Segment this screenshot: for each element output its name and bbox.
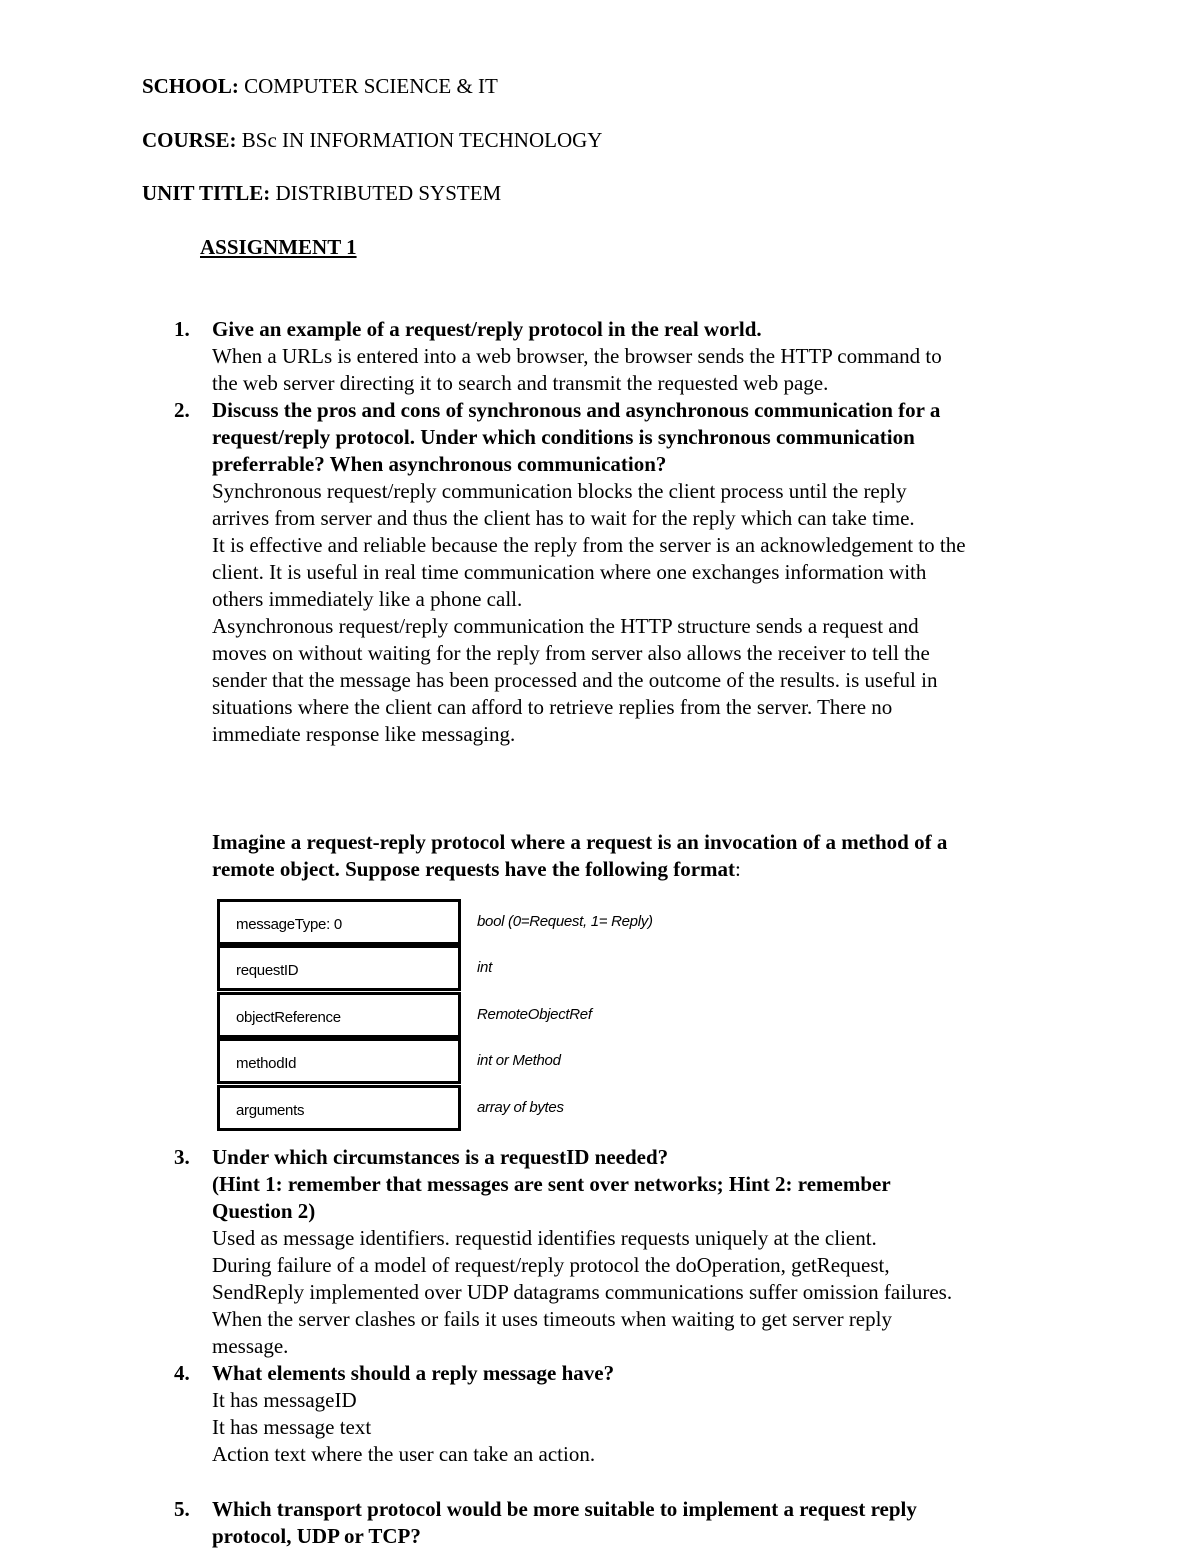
field-type: array of bytes xyxy=(477,1099,564,1116)
field-box: objectReference xyxy=(217,992,461,1038)
unit-value: DISTRIBUTED SYSTEM xyxy=(275,181,502,205)
school-value: COMPUTER SCIENCE & IT xyxy=(244,74,498,98)
field-type: int or Method xyxy=(477,1052,561,1069)
question-number: 3. xyxy=(174,1145,190,1169)
answer-line: Synchronous request/reply communication blocks the client process until the reply xyxy=(212,479,907,503)
answer-line: situations where the client can afford to retrieve replies from the server. There no xyxy=(212,695,893,719)
question-5 xyxy=(174,1496,1074,1550)
field-type: int xyxy=(477,959,492,976)
request-format-intro xyxy=(212,829,947,883)
field-box: requestID xyxy=(217,945,461,991)
answer-line: client. It is useful in real time communication where one exchanges information with xyxy=(212,560,927,584)
answer-line: It is effective and reliable because the reply from the server is an acknowledgement to the xyxy=(212,533,966,557)
question-3 xyxy=(174,1144,1074,1360)
school-line xyxy=(142,73,498,100)
answer-line: immediate response like messaging. xyxy=(212,722,516,746)
answer-line: It has message text xyxy=(212,1415,372,1439)
field-type: bool (0=Request, 1= Reply) xyxy=(477,913,653,930)
answer-line: moves on without waiting for the reply from server also allows the receiver to tell the xyxy=(212,641,930,665)
answer-line: It has messageID xyxy=(212,1388,357,1412)
course-label: COURSE: xyxy=(142,128,237,152)
question-2 xyxy=(174,397,1074,748)
question-text: request/reply protocol. Under which conditions is synchronous communication xyxy=(212,425,915,449)
answer-line: SendReply implemented over UDP datagrams communications suffer omission failures. xyxy=(212,1280,953,1304)
answer-line: sender that the message has been processed and the outcome of the results. is useful in xyxy=(212,668,938,692)
answer-line: Asynchronous request/reply communication the HTTP structure sends a request and xyxy=(212,614,919,638)
field-box: arguments xyxy=(217,1085,461,1131)
answer-line: message. xyxy=(212,1334,289,1358)
intro-line: Imagine a request-reply protocol where a request is an invocation of a method of a xyxy=(212,830,948,854)
field-box: methodId xyxy=(217,1038,461,1084)
answer-line: Used as message identifiers. requestid identifies requests uniquely at the client. xyxy=(212,1226,877,1250)
question-text: What elements should a reply message have? xyxy=(212,1361,615,1385)
assignment-title: ASSIGNMENT 1 xyxy=(200,235,357,259)
unit-title-line xyxy=(142,180,501,207)
field-type: RemoteObjectRef xyxy=(477,1006,592,1023)
question-text: Under which circumstances is a requestID needed? xyxy=(212,1145,669,1169)
answer-line: Action text where the user can take an action. xyxy=(212,1442,596,1466)
answer-line: During failure of a model of request/reply protocol the doOperation, getRequest, xyxy=(212,1253,890,1277)
question-4 xyxy=(174,1360,1074,1468)
answer-line: When the server clashes or fails it uses timeouts when waiting to get server reply xyxy=(212,1307,892,1331)
question-text: protocol, UDP or TCP? xyxy=(212,1524,421,1548)
intro-colon: : xyxy=(735,857,741,881)
question-1 xyxy=(174,316,1074,397)
intro-line: remote object. Suppose requests have the following format xyxy=(212,857,736,881)
question-text: (Hint 1: remember that messages are sent over networks; Hint 2: remember xyxy=(212,1172,891,1196)
question-text: Which transport protocol would be more suitable to implement a request reply xyxy=(212,1497,917,1521)
question-number: 4. xyxy=(174,1361,190,1385)
answer-line: arrives from server and thus the client has to wait for the reply which can take time. xyxy=(212,506,915,530)
course-value: BSc IN INFORMATION TECHNOLOGY xyxy=(241,128,603,152)
question-number: 2. xyxy=(174,398,190,422)
answer-line: others immediately like a phone call. xyxy=(212,587,523,611)
answer-line: the web server directing it to search and transmit the requested web page. xyxy=(212,371,829,395)
question-number: 5. xyxy=(174,1497,190,1521)
question-text: Discuss the pros and cons of synchronous and asynchronous communication for a xyxy=(212,398,941,422)
question-text: preferrable? When asynchronous communication? xyxy=(212,452,667,476)
answer-line: When a URLs is entered into a web browser, the browser sends the HTTP command to xyxy=(212,344,942,368)
school-label: SCHOOL: xyxy=(142,74,239,98)
question-text: Question 2) xyxy=(212,1199,316,1223)
question-text: Give an example of a request/reply protocol in the real world. xyxy=(212,317,762,341)
course-line xyxy=(142,127,602,154)
field-box: messageType: 0 xyxy=(217,899,461,945)
unit-label: UNIT TITLE: xyxy=(142,181,271,205)
question-number: 1. xyxy=(174,317,190,341)
